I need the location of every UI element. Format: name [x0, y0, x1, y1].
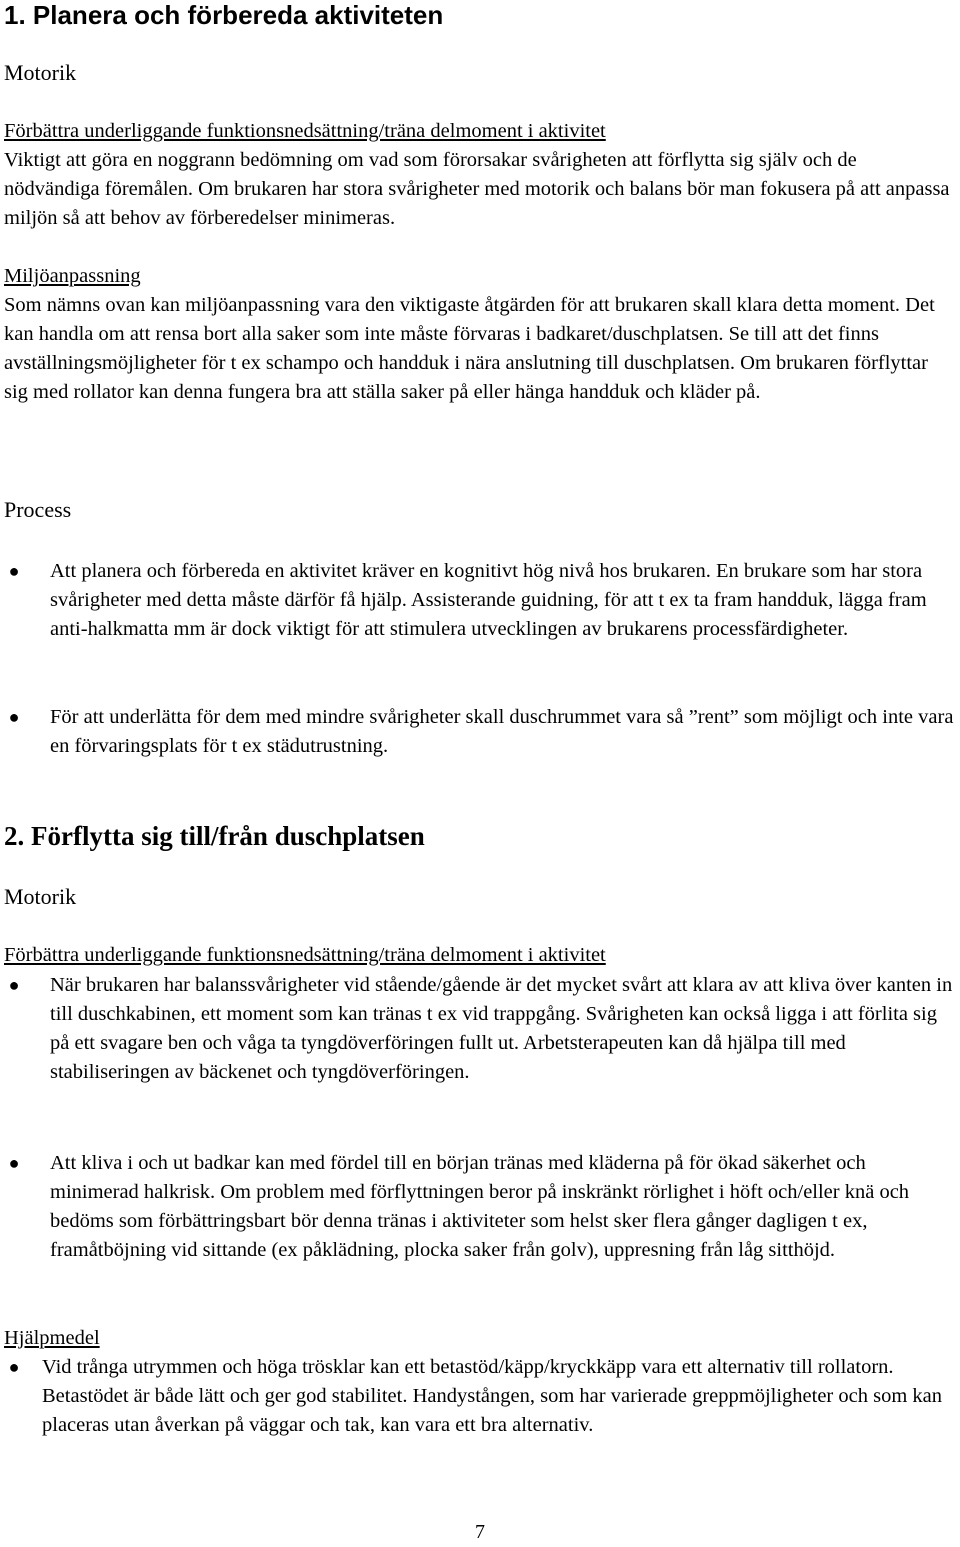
bullet-icon: ●	[8, 707, 20, 727]
process-item-text: Att planera och förbereda en aktivitet kräver en kognitivt hög nivå hos brukaren. En brukare som har stora svårigheter med detta måste därför få hjälp. Assisterande guidning, för att t ex ta fram handduk, lägga fram anti-halkmatta mm är dock viktigt för att stimulera utvecklingen av brukarens processfärdigheter.	[50, 560, 927, 640]
section-1-subheading: Förbättra underliggande funktionsnedsättning/träna delmoment i aktivitet	[4, 120, 606, 142]
miljoanpassning-heading: Miljöanpassning	[4, 265, 141, 287]
motorik-item-text: Att kliva i och ut badkar kan med fördel till en början tränas med kläderna på för ökad säkerhet och minimerad halkrisk. Om problem med förflyttningen beror på inskränkt rörlighet i höft och/eller knä och bedöms som förbättringsbart bör denna tränas i aktiviteter som helst sker flera gånger dagligen t ex, framåtböjning vid sittande (ex påklädning, plocka saker från golv), uppresning från låg sitthöjd.	[50, 1152, 910, 1261]
bullet-icon: ●	[8, 1153, 20, 1173]
section-2-motorik-heading: Motorik	[4, 884, 77, 909]
process-item-text: För att underlätta för dem med mindre svårigheter skall duschrummet vara så ”rent” som möjligt och inte vara en förvaringsplats för t ex städutrustning.	[50, 706, 954, 757]
bullet-icon: ●	[8, 1357, 20, 1377]
section-1-paragraph-2: Som nämns ovan kan miljöanpassning vara den viktigaste åtgärden för att brukaren skall klara detta moment. Det kan handla om att rensa bort alla saker som inte måste förvaras i badkaret/duschplatsen. Se till att det finns avställningsmöjligheter för t ex schampo och handduk i nära anslutning till duschplatsen. Om brukaren förflyttar sig med rollator kan denna fungera bra att ställa saker på eller hänga handduk och kläder på.	[4, 294, 935, 403]
hjalpmedel-item-text: Vid trånga utrymmen och höga trösklar kan ett betastöd/käpp/kryckkäpp vara ett alternativ till rollatorn. Betastödet är både lätt och ger god stabilitet. Handystången, som har varierade greppmöjligheter och som kan placeras utan åverkan på väggar och tak, kan vara ett bra alternativ.	[42, 1356, 943, 1436]
section-1-title: 1. Planera och förbereda aktiviteten	[4, 0, 444, 30]
hjalpmedel-heading: Hjälpmedel	[4, 1327, 100, 1349]
page-number: 7	[475, 1521, 485, 1543]
section-1-motorik-heading: Motorik	[4, 60, 77, 85]
motorik-item-text: När brukaren har balanssvårigheter vid stående/gående är det mycket svårt att klara av att kliva över kanten in till duschkabinen, ett moment som kan tränas t ex vid trappgång. Svårigheten kan också ligga i att förlita sig på ett svagare ben och våga ta tyngdöverföringen fullt ut. Arbetsterapeuten kan då hjälpa till med stabiliseringen av bäckenet och tyngdöverföringen.	[50, 974, 953, 1083]
section-1-paragraph-1: Viktigt att göra en noggrann bedömning om vad som förorsakar svårigheten att förflytta sig själv och de nödvändiga föremålen. Om brukaren har stora svårigheter med motorik och balans bör man fokusera på att anpassa miljön så att behov av förberedelser minimeras.	[4, 149, 950, 229]
bullet-icon: ●	[8, 975, 20, 995]
process-heading: Process	[4, 497, 72, 522]
section-2-subheading: Förbättra underliggande funktionsnedsättning/träna delmoment i aktivitet	[4, 944, 606, 966]
section-2-title: 2. Förflytta sig till/från duschplatsen	[4, 821, 425, 851]
bullet-icon: ●	[8, 561, 20, 581]
